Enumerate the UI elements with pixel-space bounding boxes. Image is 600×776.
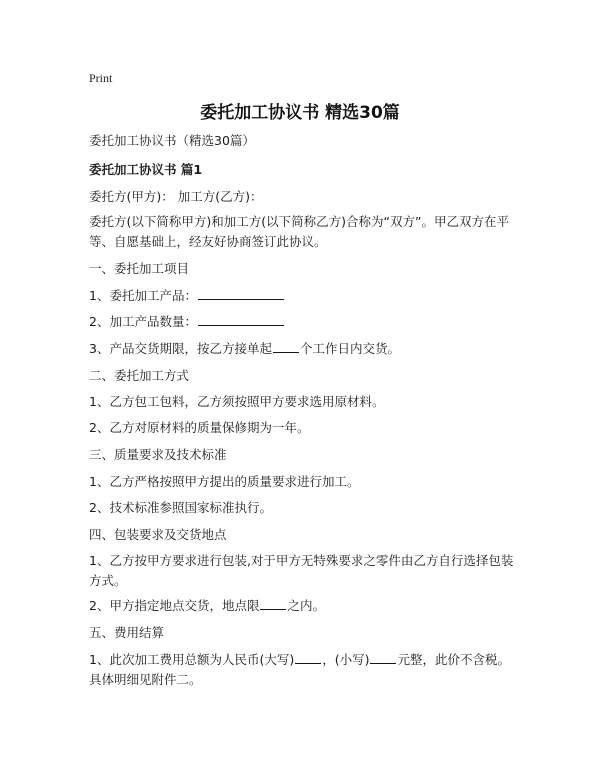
amount-lowercase-blank [370,650,396,664]
clause-1-2 [89,312,285,332]
clause-heading-3: 三、质量要求及技术标准 [89,447,227,462]
section-heading: 委托加工协议书 篇1 [89,162,203,177]
clause-heading-1: 一、委托加工项目 [89,261,190,276]
clause-3-2: 2、技术标准参照国家标准执行。 [89,500,272,515]
clause-heading-2: 二、委托加工方式 [89,368,190,383]
intro-paragraph: 委托方(以下简称甲方)和加工方(以下简称乙方)合称为“双方”。甲乙双方在平等、自愿基础上，经友好协商签订此协议。 [89,214,509,249]
clause-4-2-text-a: 2、甲方指定地点交货，地点限 [89,598,260,613]
product-blank [198,286,284,300]
page-title: 委托加工协议书 精选30篇 [200,103,400,123]
parties-line: 委托方(甲方)： 加工方(乙方)： [89,189,263,204]
document-subtitle: 委托加工协议书（精选30篇） [89,133,255,148]
quantity-blank [198,312,284,326]
clause-heading-4: 四、包装要求及交货地点 [89,527,227,542]
clause-heading-5: 五、费用结算 [89,625,165,640]
days-blank [273,339,299,353]
clause-5-1 [89,650,519,690]
clause-4-1: 1、乙方按甲方要求进行包装,对于甲方无特殊要求之零件由乙方自行选择包装方式。 [89,553,514,588]
clause-1-3 [89,339,400,359]
clause-5-1-text-b: ，(小写) [322,652,370,667]
print-link[interactable]: Print [89,71,113,85]
clause-1-1 [89,286,285,306]
clause-2-1: 1、乙方包工包料，乙方须按照甲方要求选用原材料。 [89,394,385,409]
clause-3-1: 1、乙方严格按照甲方提出的质量要求进行加工。 [89,474,360,489]
clause-5-1-text-a: 1、此次加工费用总额为人民币(大写) [89,652,295,667]
clause-1-3-text-a: 3、产品交货期限，按乙方接单起 [89,341,272,356]
clause-4-2-text-b: 之内。 [287,598,325,613]
clause-5-1-text-c: 元整，此价不含税。具体明细见附件二。 [89,652,510,687]
amount-uppercase-blank [295,650,321,664]
clause-1-3-text-b: 个工作日内交货。 [299,341,400,356]
clause-2-2: 2、乙方对原材料的质量保修期为一年。 [89,420,310,435]
location-blank [260,596,286,610]
clause-1-1-text: 1、委托加工产品： [89,288,197,303]
clause-4-2 [89,596,325,616]
clause-1-2-text: 2、加工产品数量： [89,314,197,329]
